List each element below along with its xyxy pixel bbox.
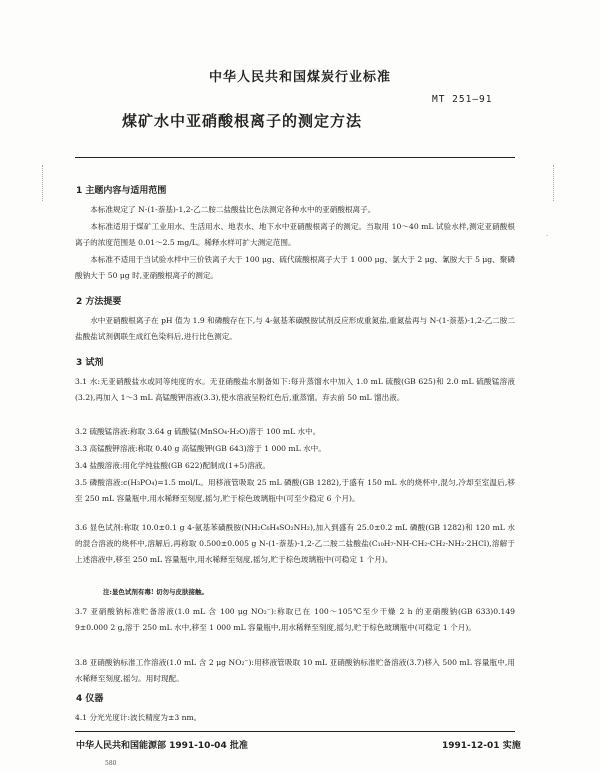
toxicity-note: 注:显色试剂有毒! 切勿与皮肤接触。 [103,588,209,596]
section-1-heading: 1 主题内容与适用范围 [76,186,167,196]
item-3-7: 3.7 亚硝酸钠标准贮备溶液(1.0 mL 含 100 μg NO₂⁻):称取已在 100～105℃至少干燥 2 h 的亚硝酸钠(GB 633)0.149 9±0.000 2 g,溶于 250 mL 水中,移至 1 000 mL 容量瓶中,用水稀释至刻度,摇匀,贮于棕色玻璃瓶中(可稳定 1 个月)。 [75,607,515,632]
section-1-paragraph-2: 本标准适用于煤矿工业用水、生活用水、地表水、地下水中亚硝酸根离子的测定。当取用 10～40 mL 试验水样,测定亚硝酸根离子的浓度范围是 0.01～2.5 mg/L。稀释水样可扩大测定范围。 [75,222,515,247]
section-4-heading: 4 仪器 [76,694,104,704]
section-1-paragraph-3: 本标准不适用于当试验水样中三价铁离子大于 100 μg、硫代硫酸根离子大于 1 000 μg、氯大于 2 μg、氰胺大于 5 μg、聚磷酸钠大于 50 μg 时,亚硝酸根离子的测定。 [75,255,515,280]
section-2-heading: 2 方法提要 [76,297,122,307]
item-3-3: 3.3 高锰酸钾溶液:称取 0.40 g 高锰酸钾(GB 643)溶于 1 000 mL 水中。 [75,444,326,453]
standard-number: MT 251—91 [432,94,493,105]
title-divider [75,157,515,158]
item-3-6: 3.6 显色试剂:称取 10.0±0.1 g 4-氨基苯磺酰胺(NH₂C₆H₄SO₂NH₂),加入到盛有 25.0±0.2 mL 磷酸(GB 1282)和 120 mL 水的混合溶液的烧杯中,溶解后,再称取 0.500±0.005 g N-(1-萘基)-1,2-乙二胺二盐酸盐(C₁₀H₇-NH-CH₂-CH₂-NH₂·2HCl),溶解于上述溶液中,移至 250 mL 容量瓶中,用水稀释至刻度,摇匀,贮于棕色玻璃瓶中(可稳定 1 个月)。 [75,523,515,564]
item-3-4: 3.4 盐酸溶液:用化学纯盐酸(GB 622)配制成(1+5)溶液。 [75,461,270,470]
scan-edge-left [42,165,49,201]
footer-divider [75,731,515,732]
section-2-paragraph-1: 水中亚硝酸根离子在 pH 值为 1.9 和磷酸存在下,与 4-氨基苯磺酰胺试剂反应形成重氮盐,重氮盐再与 N-(1-萘基)-1,2-乙二胺二盐酸盐试剂偶联生成红色染料后,进行比色测定。 [75,316,515,341]
scan-mark: · [546,232,549,240]
section-3-heading: 3 试剂 [76,358,104,368]
page-number: 580 [105,760,117,767]
item-3-5: 3.5 磷酸溶液:c(H₃PO₄)=1.5 mol/L。用移液管吸取 25 mL 磷酸(GB 1282),于盛有 150 mL 水的烧杯中,混匀,冷却至室温后,移至 250 mL 容量瓶中,用水稀释至刻度,摇匀,贮于棕色玻璃瓶中(可至少稳定 6 个月)。 [75,478,515,503]
item-4-1: 4.1 分光光度计:波长精度为±3 nm。 [75,713,202,722]
item-3-1: 3.1 水:无亚硝酸盐水或同等纯度的水。无亚硝酸盐水制备如下:每升蒸馏水中加入 1.0 mL 硫酸(GB 625)和 2.0 mL 硫酸锰溶液(3.2),再加入 1～3 mL 高锰酸钾溶液(3.3),使水溶液呈粉红色后,重蒸馏。弃去前 50 mL 馏出液。 [75,377,515,402]
implementation-date: 1991-12-01 实施 [442,741,521,751]
issuing-organization: 中华人民共和国煤炭行业标准 [208,70,391,85]
approval-line: 中华人民共和国能源部 1991-10-04 批准 [76,741,248,751]
section-1-paragraph-1: 本标准规定了 N-(1-萘基)-1,2-乙二胺二盐酸盐比色法测定各种水中的亚硝酸根离子。 [90,205,376,214]
item-3-8: 3.8 亚硝酸钠标准工作溶液(1.0 mL 含 2 μg NO₂⁻):用移液管吸取 10 mL 亚硝酸钠标准贮备溶液(3.7)移入 500 mL 容量瓶中,用水稀释至刻度,摇匀。用时现配。 [75,658,515,683]
item-3-2: 3.2 硫酸锰溶液:称取 3.64 g 硫酸锰(MnSO₄·H₂O)溶于 100 mL 水中。 [75,427,321,436]
document-title: 煤矿水中亚硝酸根离子的测定方法 [122,112,363,130]
scan-edge-right [553,165,560,201]
